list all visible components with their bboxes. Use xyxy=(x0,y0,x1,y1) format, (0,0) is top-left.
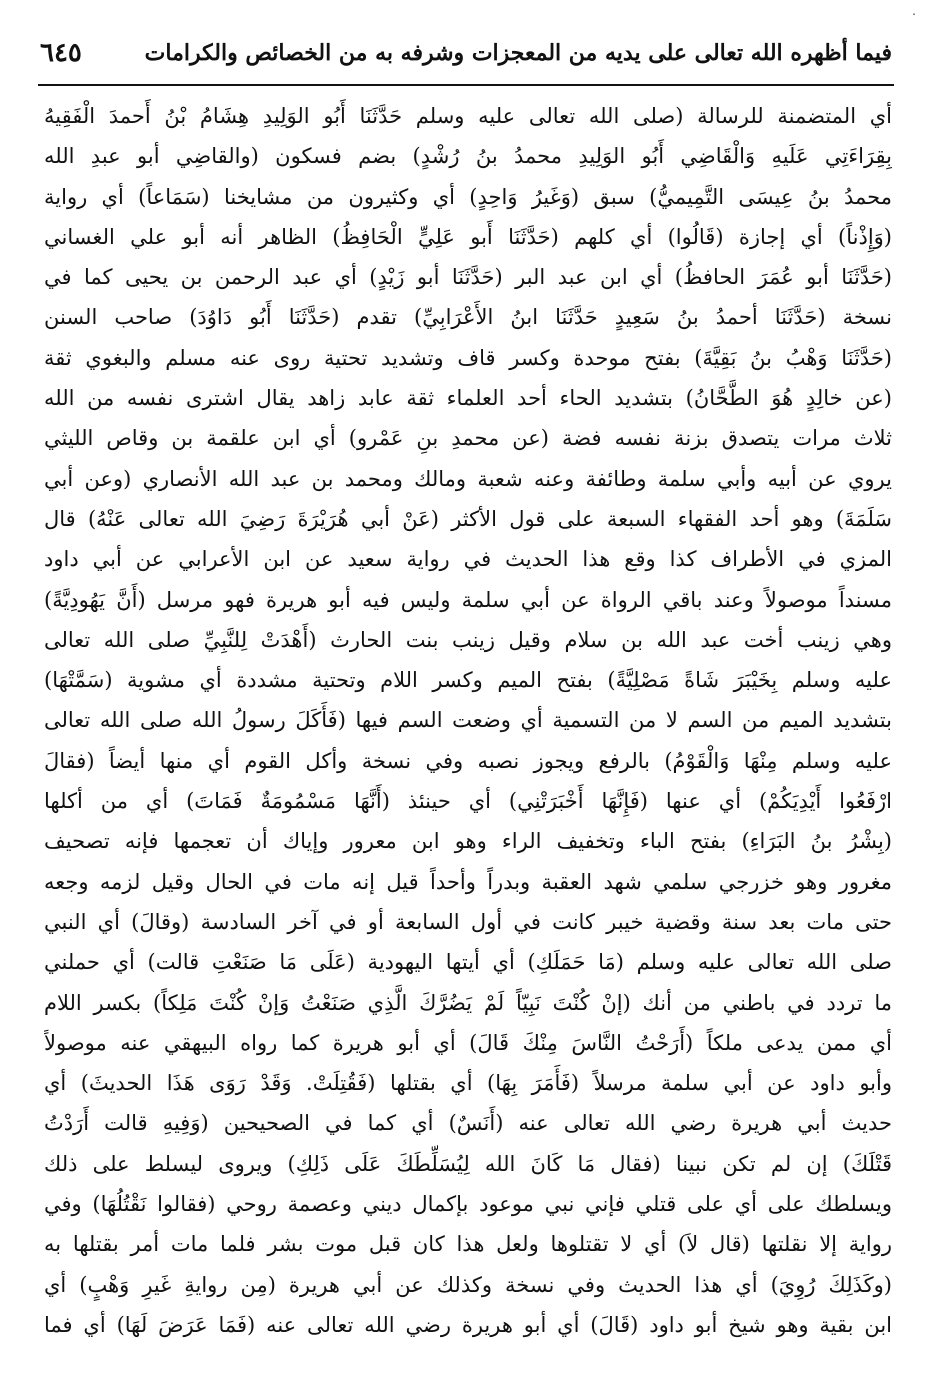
body-text xyxy=(44,96,892,1376)
text-line: ثلاث مرات يتصدق بزنة نفسه فضة (عن محمدِ بنِ عَمْرو) أي ابن علقمة بن وقاص الليثي xyxy=(44,426,892,451)
text-line: أي ممن يدعى ملكاً (أَرَحْتُ النَّاسَ مِنْكَ قَالَ) أي أبو هريرة كما رواه البيهقي عنه موصولاً xyxy=(44,1030,892,1055)
text-line: (عن خالِدٍ هُوَ الطَّحَّانُ) بتشديد الحاء أحد العلماء ثقة عابد زاهد يقال اشترى نفسه من الله xyxy=(44,386,892,411)
text-line: وهي زينب أخت عبد الله بن سلام وقيل زينب بنت الحارث (أَهْدَتْ لِلنَّبِيِّ صلى الله تعالى xyxy=(44,627,892,652)
text-line: نسخة (حَدَّثَنَا أحمدُ بنُ سَعِيدٍ حَدَّثَنَا ابنُ الأَعْرَابِيِّ) تقدم (حَدَّثَنَا أَبُو دَاوُدَ) صاحب السنن xyxy=(44,305,892,330)
text-line: (وكَذَلِكَ رُوِيَ) أي هذا الحديث وفي نسخة وكذلك عن أبي هريرة (مِن روايةِ غَيرِ وَهْبٍ) أي xyxy=(44,1272,892,1297)
text-line: محمدُ بنُ عِيسَى التَّمِيميُّ) سبق (وَغَيرُ وَاحِدٍ) أي وكثيرون من مشايخنا (سَمَاعاً) أي رواية xyxy=(44,184,892,209)
text-line: عليه وسلم بِخَيْبَرَ شَاةً مَصْلِيَّةً) بفتح الميم وكسر اللام وتحتية مشددة أي مشوية (سَمَّتْهَا) xyxy=(44,668,892,693)
page-header xyxy=(40,30,892,82)
text-line: رواية إلا نقلتها (قال لاَ) أي لا تقتلوها ولعل هذا كان قبل موت بشر فلما مات أمر بقتلها به xyxy=(44,1232,892,1257)
text-line: عليه وسلم مِنْهَا وَالْقَوْمُ) بالرفع ويجوز نصبه وفي نسخة وأكل القوم أي منها أيضاً (فقالَ xyxy=(44,748,892,773)
text-line: قَتْلَكَ) إن لم تكن نبينا (فقال مَا كَانَ الله لِيُسَلِّطَكَ عَلَى ذَلِكِ) ويروى ليسلط على ذلك xyxy=(44,1151,892,1176)
text-line: حتى مات بعد سنة وقضية خيبر كانت في أول السابعة أو في آخر السادسة (وقالَ) أي النبي xyxy=(44,909,892,934)
text-line: (حَدَّثَنَا وَهْبُ بنُ بَقِيَّةَ) بفتح موحدة وكسر قاف وتشديد تحتية روى عنه مسلم والبغوي ثقة xyxy=(44,345,892,370)
text-line: بِقِرَاءَتِي عَلَيهِ وَالْقَاضِي أَبُو الوَلِيدِ محمدُ بنُ رُشْدٍ) بضم فسكون (والقاضِي أبو عبدِ الله xyxy=(44,144,892,169)
text-line: مسنداً موصولاً وعند باقي الرواة عن أبي سلمة وليس فيه أبو هريرة فهو مرسل (أَنَّ يَهُودِيَّةً) xyxy=(44,587,892,612)
text-line: أي المتضمنة للرسالة (صلى الله تعالى عليه وسلم حَدَّثَنَا أَبُو الوَلِيدِ هِشَامُ بْنُ أَحمدَ الْفَقِيهُ xyxy=(44,104,892,128)
text-line: ما تردد في باطني من أنك (إنْ كُنْتَ نَبِيّاً لَمْ يَضُرَّكَ الَّذِي صَنَعْتُ وَإنْ كُنْتَ مَلِكاً) بكسر اللام xyxy=(44,990,892,1015)
text-line: (بِشْرُ بنُ البَرَاءِ) بفتح الباء وتخفيف الراء وهو ابن معرور وإياك أن تعجمها فإنه تصحيف xyxy=(44,829,892,854)
text-line: (وَإِذْناً) أي إجازة (قَالُوا) أي كلهم (حَدَّثَنَا أَبو عَلِيٍّ الْحَافِظُ) الظاهر أنه أبو علي الغساني xyxy=(44,224,892,249)
text-line: مغرور وهو خزرجي سلمي شهد العقبة وبدراً وأحداً قيل إنه مات في الحال وقيل لزمه وجعه xyxy=(44,869,892,894)
text-line: المزي في الأطراف كذا وقع هذا الحديث في رواية سعيد عن ابن الأعرابي عن أبي داود xyxy=(44,547,892,572)
text-line: يروي عن أبيه وأبي سلمة وطائفة وعنه شعبة ومالك ومحمد بن عبد الله الأنصاري (وعن أبي xyxy=(44,466,892,491)
text-line: ابن بقية وهو شيخ أبو داود (قَالَ) أي أبو هريرة رضي الله تعالى عنه (فَمَا عَرَضَ لَهَا) أي فما xyxy=(44,1312,892,1337)
header-divider xyxy=(38,84,894,86)
text-line: وأبو داود عن أبي سلمة مرسلاً (فَأَمَرَ بِهَا) أي بقتلها (فَقُتِلَتْ. وَقَدْ رَوَى هَذَا الحديثَ) أي xyxy=(44,1071,892,1096)
corner-mark: . xyxy=(912,4,916,18)
text-line: صلى الله تعالى عليه وسلم (مَا حَمَلَكِ) أي أيتها اليهودية (عَلَى مَا صَنَعْتِ قالت) أي حملني xyxy=(44,950,892,975)
page-number: ٦٤٥ xyxy=(40,38,82,68)
text-line: ارْفَعُوا أَيْدِيَكُمْ) أي عنها (فَإِنَّهَا أَخْبَرَتْنِي) أي حينئذ (أَنَّهَا مَسْمُومَةٌ فَمَاتَ) أي من أكلها xyxy=(44,789,892,814)
text-line: (حَدَّثَنَا أبو عُمَرَ الحافظُ) أي ابن عبد البر (حَدَّثَنَا أبو زَيْدٍ) أي عبد الرحمن بن يحيى كما في xyxy=(44,265,892,290)
text-line: بتشديد الميم من السم لا من التسمية أي وضعت السم فيها (فَأَكَلَ رسولُ الله صلى الله تعالى xyxy=(44,708,892,733)
text-line: سَلَمَةَ) وهو أحد الفقهاء السبعة على قول الأكثر (عَنْ أبي هُرَيْرَةَ رَضِيَ الله تعالى عَنْهُ) قال xyxy=(44,506,892,531)
running-title: فيما أظهره الله تعالى على يديه من المعجزات وشرفه به من الخصائص والكرامات xyxy=(144,40,892,66)
text-line: ويسلطك على أي على قتلي فإني نبي موعود بإكمال ديني وعصمة روحي (فقالوا نَقْتُلُهَا) وفي xyxy=(44,1192,892,1217)
text-line: حديث أبي هريرة رضي الله تعالى عنه (أَنَسٌ) أي كما في الصحيحين (وَفِيهِ قالت أَرَدْتُ xyxy=(44,1111,892,1136)
